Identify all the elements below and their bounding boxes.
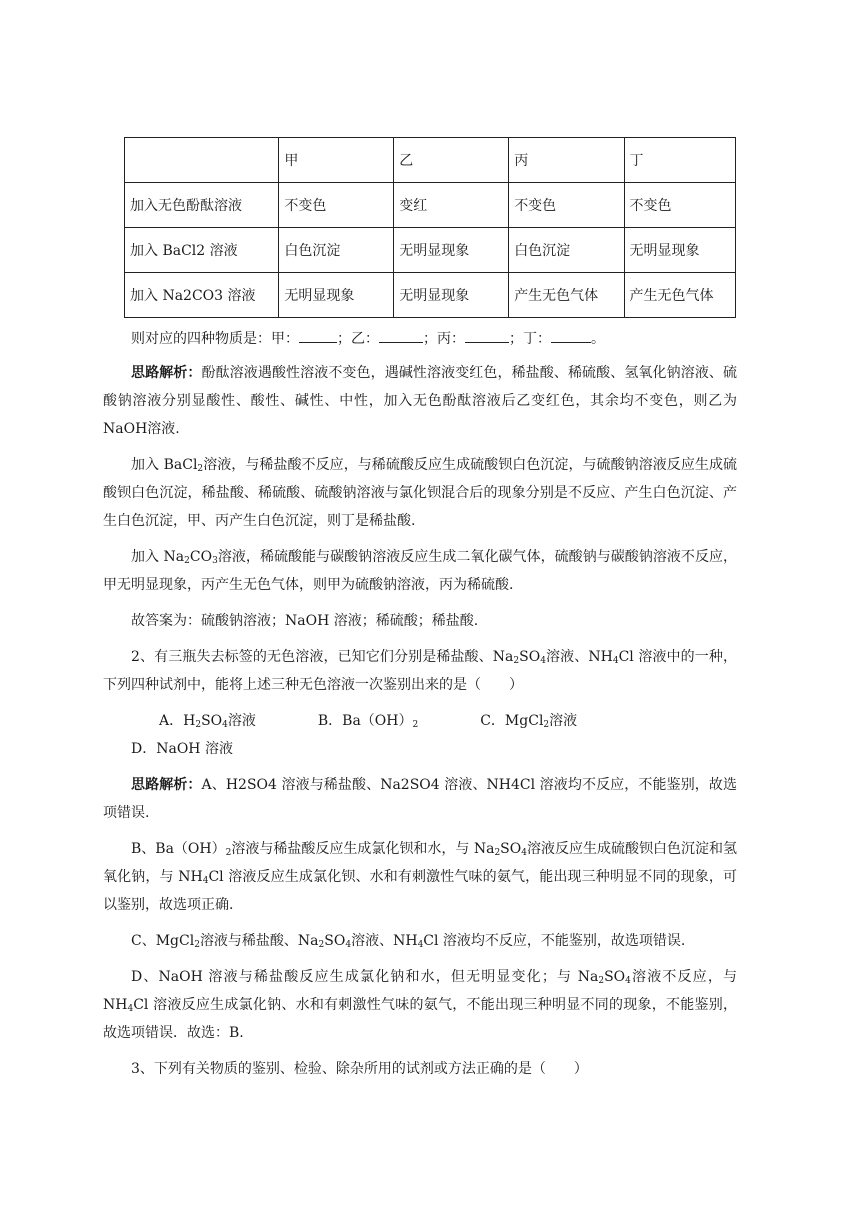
analysis-text: CO <box>189 549 213 565</box>
table-cell: 甲 <box>279 138 394 183</box>
prompt-text: ；丙： <box>423 331 465 347</box>
table-cell: 变红 <box>394 183 509 228</box>
option-c: C．MgCl$_2$溶液 <box>480 713 578 730</box>
subscript: 2 <box>197 464 204 474</box>
q2-analysis-a <box>103 771 737 827</box>
answer-blank <box>465 328 509 343</box>
q2-options <box>103 707 737 763</box>
table-cell: 乙 <box>394 138 509 183</box>
subscript: 2 <box>184 556 190 566</box>
prompt-text: 则对应的四种物质是：甲： <box>131 331 299 347</box>
analysis-text: A、H2SO4 溶液与稀盐酸、Na2SO4 溶液、NH4Cl 溶液均不反应，不能鉴别，故选项错误. <box>103 777 738 821</box>
q3-stem: 3、下列有关物质的鉴别、检验、除杂所用的试剂或方法正确的是（ ） <box>131 1061 588 1077</box>
q2-stem <box>103 643 737 699</box>
q2-analysis-b: B、$Ba(OH)_2$溶液与稀盐酸反应生成氯化钡和水，与 $Na_2SO_4$溶液反应生成硫酸钡白色沉淀和氢氧化钠，与 $NH_4Cl$ 溶液反应生成氯化钡、水和有刺激性气味的氨气，能出现三种明显不同的现象，可以鉴别，故选项正确. <box>103 841 738 913</box>
observation-table <box>124 137 736 318</box>
q1-analysis-paragraph <box>103 543 737 599</box>
table-row <box>125 228 736 273</box>
subscript: 4 <box>540 656 546 666</box>
table-cell: 加入无色酚酞溶液 <box>125 183 279 228</box>
table-cell: 不变色 <box>279 183 394 228</box>
answer-blank <box>551 328 591 343</box>
table-cell: 不变色 <box>624 183 735 228</box>
document-body <box>103 325 737 1091</box>
option-b: B．$Ba(OH)_2$ <box>317 713 419 730</box>
table-cell: 丙 <box>509 138 624 183</box>
analysis-text: 溶液，与稀盐酸不反应，与稀硫酸反应生成硫酸钡白色沉淀，与硫酸钠溶液反应生成硫酸钡白色沉淀，稀盐酸、稀硫酸、硫酸钠溶液与氯化钡混合后的现象分别是不反应、产生白色沉淀、产生白色沉淀，甲、丙产生白色沉淀，则丁是稀盐酸. <box>103 457 737 529</box>
question-text: 2、有三瓶失去标签的无色溶液，已知它们分别是稀盐酸、Na <box>131 649 514 665</box>
subscript: 2 <box>513 656 520 666</box>
analysis-text: 酚酞溶液遇酸性溶液不变色，遇碱性溶液变红色，稀盐酸、稀硫酸、氢氧化钠溶液、硫酸钠溶液分别显酸性、酸性、碱性、中性，加入无色酚酞溶液后乙变红色，其余均不变色，则乙为NaOH溶液. <box>103 365 738 437</box>
q1-answer-prompt <box>103 325 737 353</box>
table-cell: 无明显现象 <box>394 273 509 318</box>
analysis-text: 溶液，稀硫酸能与碳酸钠溶液反应生成二氧化碳气体，硫酸钠与碳酸钠溶液不反应，甲无明显现象，丙产生无色气体，则甲为硫酸钠溶液，丙为稀硫酸. <box>103 549 738 593</box>
prompt-text: ；丁： <box>509 331 551 347</box>
table-cell: 无明显现象 <box>279 273 394 318</box>
table-cell: 产生无色气体 <box>509 273 624 318</box>
table-cell: 丁 <box>624 138 735 183</box>
table-cell: 无明显现象 <box>624 228 735 273</box>
question-text: 溶液、NH <box>545 649 613 665</box>
table-cell: 加入 BaCl2 溶液 <box>125 228 279 273</box>
analysis-text: 加入 BaCl <box>131 457 198 473</box>
table-cell: 白色沉淀 <box>279 228 394 273</box>
table-cell: 无明显现象 <box>394 228 509 273</box>
q1-analysis-paragraph <box>103 359 737 443</box>
table-cell: 白色沉淀 <box>509 228 624 273</box>
option-d: D．NaOH 溶液 <box>131 741 233 757</box>
table-row <box>125 183 736 228</box>
analysis-text: 加入 Na <box>131 549 185 565</box>
table-cell: 产生无色气体 <box>624 273 735 318</box>
question-text: Cl 溶液中的一种，下列四种试剂中，能将上述三种无色溶液一次鉴别出来的是（ ） <box>103 649 737 693</box>
table-header-row <box>125 138 736 183</box>
table-cell <box>125 138 279 183</box>
answer-blank <box>379 328 423 343</box>
prompt-text: ；乙： <box>337 331 379 347</box>
table-cell: 加入 Na2CO3 溶液 <box>125 273 279 318</box>
option-a: A．$H_2SO_4$溶液 <box>159 713 256 730</box>
question-text: SO <box>519 649 541 665</box>
subscript: 4 <box>612 656 619 666</box>
analysis-label: 思路解析： <box>131 365 202 381</box>
subscript: 3 <box>212 556 218 566</box>
q1-analysis-paragraph <box>103 451 737 535</box>
q1-answer: 故答案为：硫酸钠溶液；NaOH 溶液；稀硫酸；稀盐酸. <box>131 613 479 629</box>
q2-analysis-d: D、NaOH 溶液与稀盐酸反应生成氯化钠和水，但无明显变化；与 $Na_2SO_4$溶液不反应，与 $NH_4Cl$ 溶液反应生成氯化钠、水和有刺激性气味的氨气，不能出现三种明显不同的现象，不能鉴别，故选项错误．故选：B. <box>103 969 737 1041</box>
answer-blank <box>299 328 337 343</box>
prompt-text: 。 <box>591 331 605 347</box>
table-row <box>125 273 736 318</box>
q2-analysis-c: C、MgCl$_2$溶液与稀盐酸、$Na_2SO_4$溶液、$NH_4Cl$ 溶液均不反应，不能鉴别，故选项错误. <box>131 933 686 950</box>
table-cell: 不变色 <box>509 183 624 228</box>
analysis-label: 思路解析： <box>131 777 202 793</box>
